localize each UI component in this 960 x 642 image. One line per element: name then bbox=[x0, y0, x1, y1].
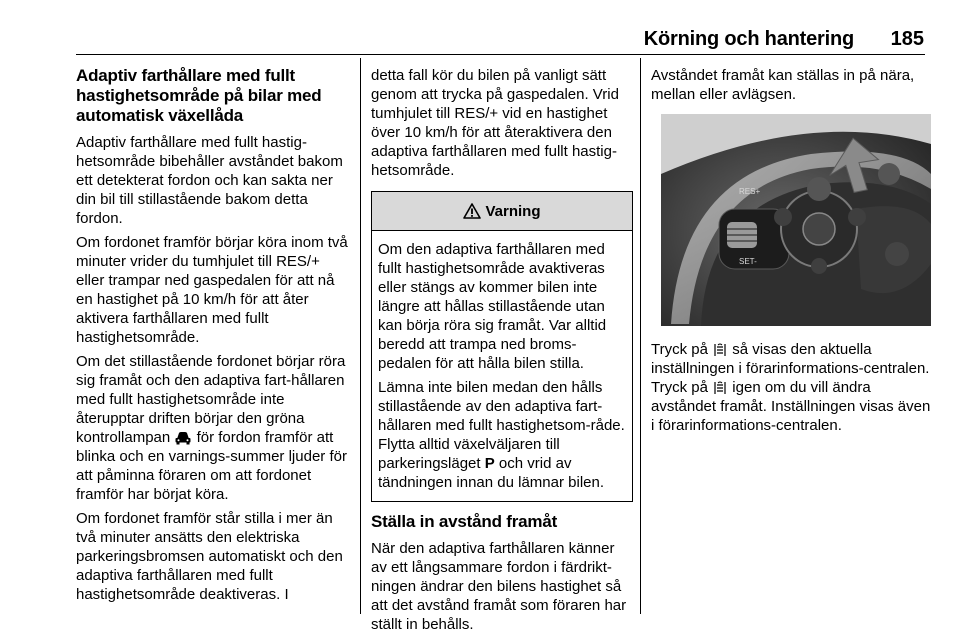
warning-text: Lämna inte bilen medan den hålls stillastående av den adaptiva fart-hållaren med fullt hastighetsom-råde. Flytta alltid växelväljaren till parkeringsläget bbox=[378, 379, 625, 472]
vehicle-ahead-icon bbox=[174, 430, 192, 445]
paragraph bbox=[76, 352, 352, 504]
paragraph: detta fall kör du bilen på vanligt sätt genom att trycka på gaspedalen. Vrid tumhjulet till RES/+ vid en hastighet över 10 km/h för att återaktivera den adaptiva farthållaren med fullt hastig-hetsområde. bbox=[371, 67, 619, 179]
warning-paragraph: Om den adaptiva farthållaren med fullt hastighetsområde avaktiveras eller stängs av kommer bilen inte längre att hållas stillastående utan kan börja röra sig framåt. Var alltid beredd att trampa ned broms-pedalen för att hålla bilen stilla. bbox=[378, 241, 607, 372]
column-2 bbox=[371, 66, 633, 639]
follow-distance-icon bbox=[712, 381, 728, 395]
warning-body bbox=[372, 231, 632, 501]
warning-paragraph bbox=[378, 378, 626, 492]
chapter-title: Körning och hantering bbox=[643, 28, 854, 50]
paragraph bbox=[651, 340, 931, 435]
warning-title: Varning bbox=[485, 202, 541, 220]
column-divider-1 bbox=[360, 58, 361, 614]
paragraph-text: så visas den aktuella inställningen i förarinformations-centralen. Tryck på bbox=[651, 341, 930, 396]
paragraph: Om fordonet framför står stilla i mer än två minuter ansätts den elektriska parkeringsbromsen automatiskt och den adaptiva farthållaren med fullt hastighetsområde deaktiveras. I bbox=[76, 510, 343, 603]
column-1 bbox=[76, 66, 352, 609]
paragraph-text: Tryck på bbox=[651, 341, 708, 358]
paragraph-text: för fordon framför att blinka och en varnings-summer ljuder för att påminna föraren om att fordonet framför har börjat köra. bbox=[76, 429, 347, 503]
steering-wheel-controls-photo bbox=[661, 114, 931, 326]
set-label: SET- bbox=[739, 257, 757, 266]
res-label: RES+ bbox=[739, 187, 761, 196]
paragraph-text: Om det stillastående fordonet börjar röra sig framåt och den adaptiva fart-hållaren med fullt hastighetsområde inte återupptar driften börjar den gröna kontrollampan bbox=[76, 353, 346, 446]
paragraph: Adaptiv farthållare med fullt hastig-hetsområde bibehåller avståndet bakom ett detekterat fordon och kan sakta ner din bil till stillastående bakom detta fordon. bbox=[76, 134, 343, 227]
warning-bold-text: P bbox=[484, 455, 495, 472]
section-title-adaptive-cruise: Adaptiv farthållare med fullt hastighetsområde på bilar med automatisk växellåda bbox=[76, 66, 322, 125]
page-header bbox=[0, 22, 960, 54]
header-rule bbox=[76, 54, 925, 55]
paragraph: När den adaptiva farthållaren känner av ett långsammare fordon i färdrikt-ningen ändrar den bilens hastighet så att det avstånd framåt som föraren har ställt in behålls. bbox=[371, 540, 627, 633]
warning-box bbox=[371, 191, 633, 502]
paragraph: Om fordonet framför börjar köra inom två minuter vrider du tumhjulet till RES/+ eller trampar ned gaspedalen för att nå en hastighet på 10 km/h för att åter aktivera farthållaren med fullt hastighetsområde. bbox=[76, 234, 348, 346]
warning-text: och vrid av tändningen innan du lämnar bilen. bbox=[378, 455, 605, 491]
page-number: 185 bbox=[890, 28, 924, 50]
warning-header bbox=[372, 192, 632, 231]
follow-distance-icon bbox=[712, 343, 728, 357]
paragraph: Avståndet framåt kan ställas in på nära, mellan eller avlägsen. bbox=[651, 67, 915, 103]
warning-triangle-icon bbox=[463, 203, 481, 219]
column-divider-2 bbox=[640, 58, 641, 614]
column-3 bbox=[651, 66, 931, 440]
section-title-distance: Ställa in avstånd framåt bbox=[371, 512, 558, 531]
paragraph-text: igen om du vill ändra avståndet framåt. Inställningen visas även i förarinformations-centralen. bbox=[651, 379, 931, 434]
